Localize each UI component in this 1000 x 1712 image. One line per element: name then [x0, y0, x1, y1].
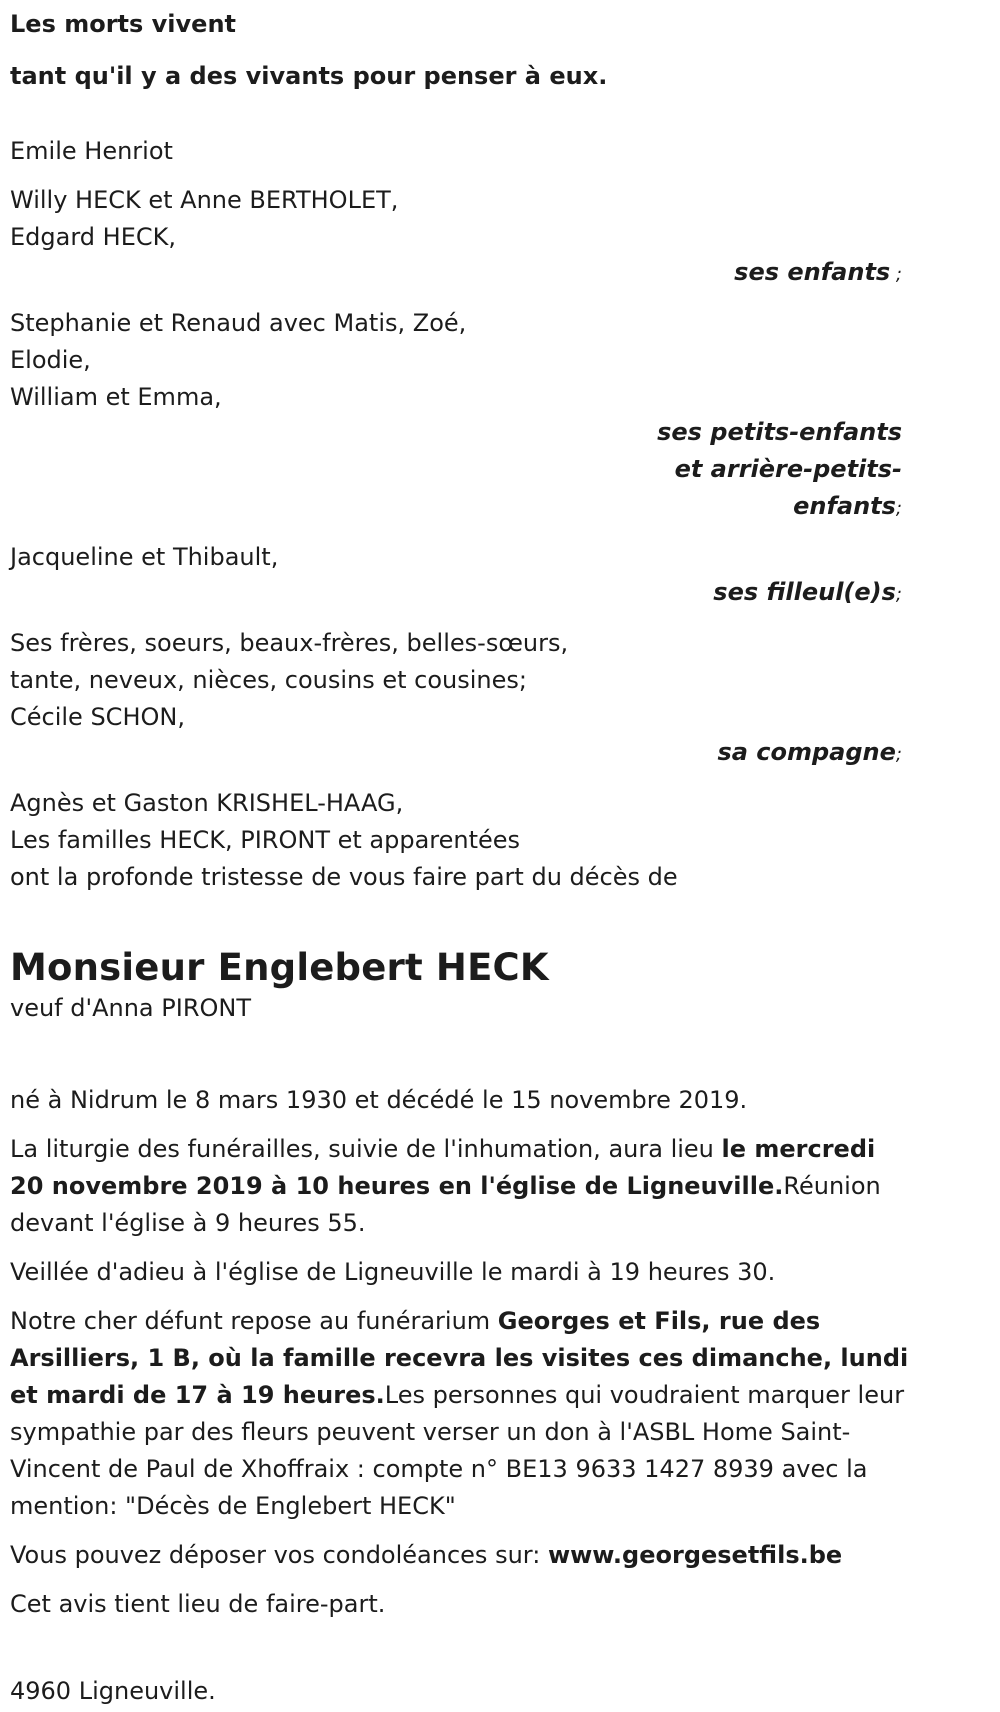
families-line-2: Les familles HECK, PIRONT et apparentées	[10, 826, 521, 854]
liturgy-intro: La liturgie des funérailles, suivie de l'inhumation, aura lieu	[10, 1135, 722, 1163]
companion-role-label: sa compagne	[717, 738, 896, 766]
grandchildren-role-line-3: enfants	[793, 492, 896, 520]
children-role	[10, 254, 910, 293]
condolences-intro: Vous pouvez déposer vos condoléances sur:	[10, 1541, 548, 1569]
condolences-link[interactable]: www.georgesetfils.be	[547, 1541, 843, 1569]
families-line-3: ont la profonde tristesse de vous faire part du décès de	[10, 863, 678, 891]
children-line-1: Willy HECK et Anne BERTHOLET,	[10, 186, 399, 214]
children-role-label: ses enfants	[734, 258, 891, 286]
deceased-name: Monsieur Englebert HECK	[10, 946, 549, 989]
companion-role	[10, 734, 910, 773]
rest-intro: Notre cher défunt repose au funérarium	[10, 1307, 498, 1335]
quote-line-2: tant qu'il y a des vivants pour penser à eux.	[10, 62, 608, 90]
grandchildren-line-3: William et Emma,	[10, 383, 222, 411]
rest-donation: Les personnes qui voudraient marquer leur sympathie par des fleurs peuvent verser un don à l'ASBL Home Saint-Vincent de Paul de Xhoffraix : compte n° BE13 9633 1427 8939 avec la mention: "Décès de Englebert HECK"	[10, 1381, 905, 1520]
birth-death-dates: né à Nidrum le 8 mars 1930 et décédé le 15 novembre 2019.	[10, 1086, 748, 1114]
godchildren-role	[10, 574, 910, 613]
grandchildren-line-2: Elodie,	[10, 346, 91, 374]
godchildren-role-label: ses filleul(e)s	[713, 578, 896, 606]
address: 4960 Ligneuville.	[10, 1677, 216, 1705]
godchildren-role-separator: ;	[895, 584, 902, 605]
grandchildren-role-line-2: et arrière-petits-	[674, 455, 902, 483]
liturgy-meeting: Réunion devant l'église à 9 heures 55.	[10, 1172, 881, 1237]
liturgy-details: le mercredi 20 novembre 2019 à 10 heures en l'église de Ligneuville.	[10, 1135, 876, 1200]
grandchildren-group	[10, 305, 910, 527]
children-role-separator: ;	[890, 264, 902, 285]
condolences-paragraph	[10, 1537, 910, 1574]
children-group	[10, 182, 910, 293]
grandchildren-role-separator: ;	[895, 498, 902, 519]
rest-paragraph	[10, 1303, 910, 1525]
deceased-widow-of: veuf d'Anna PIRONT	[10, 994, 251, 1022]
children-line-2: Edgard HECK,	[10, 223, 176, 251]
notice-paragraph: Cet avis tient lieu de faire-part.	[10, 1590, 386, 1618]
companion-line-3: Cécile SCHON,	[10, 703, 185, 731]
quote	[10, 6, 910, 95]
grandchildren-role-line-1: ses petits-enfants	[657, 418, 902, 446]
grandchildren-line-1: Stephanie et Renaud avec Matis, Zoé,	[10, 309, 467, 337]
grandchildren-role-line-3-wrap	[10, 488, 902, 527]
quote-author: Emile Henriot	[10, 137, 173, 165]
rest-details: Georges et Fils, rue des Arsilliers, 1 B, où la famille recevra les visites ces dimanche, lundi et mardi de 17 à 19 heures.	[10, 1307, 909, 1409]
liturgy-paragraph	[10, 1131, 910, 1242]
families-group	[10, 785, 910, 896]
godchildren-line-1: Jacqueline et Thibault,	[10, 543, 279, 571]
vigil-paragraph: Veillée d'adieu à l'église de Ligneuville le mardi à 19 heures 30.	[10, 1258, 776, 1286]
grandchildren-role	[10, 414, 910, 527]
companion-group	[10, 625, 910, 773]
companion-line-2: tante, neveux, nièces, cousins et cousines;	[10, 666, 527, 694]
godchildren-group	[10, 539, 910, 613]
families-line-1: Agnès et Gaston KRISHEL-HAAG,	[10, 789, 404, 817]
companion-role-separator: ;	[895, 744, 902, 765]
companion-line-1: Ses frères, soeurs, beaux-frères, belles-sœurs,	[10, 629, 569, 657]
quote-line-1: Les morts vivent	[10, 10, 237, 38]
